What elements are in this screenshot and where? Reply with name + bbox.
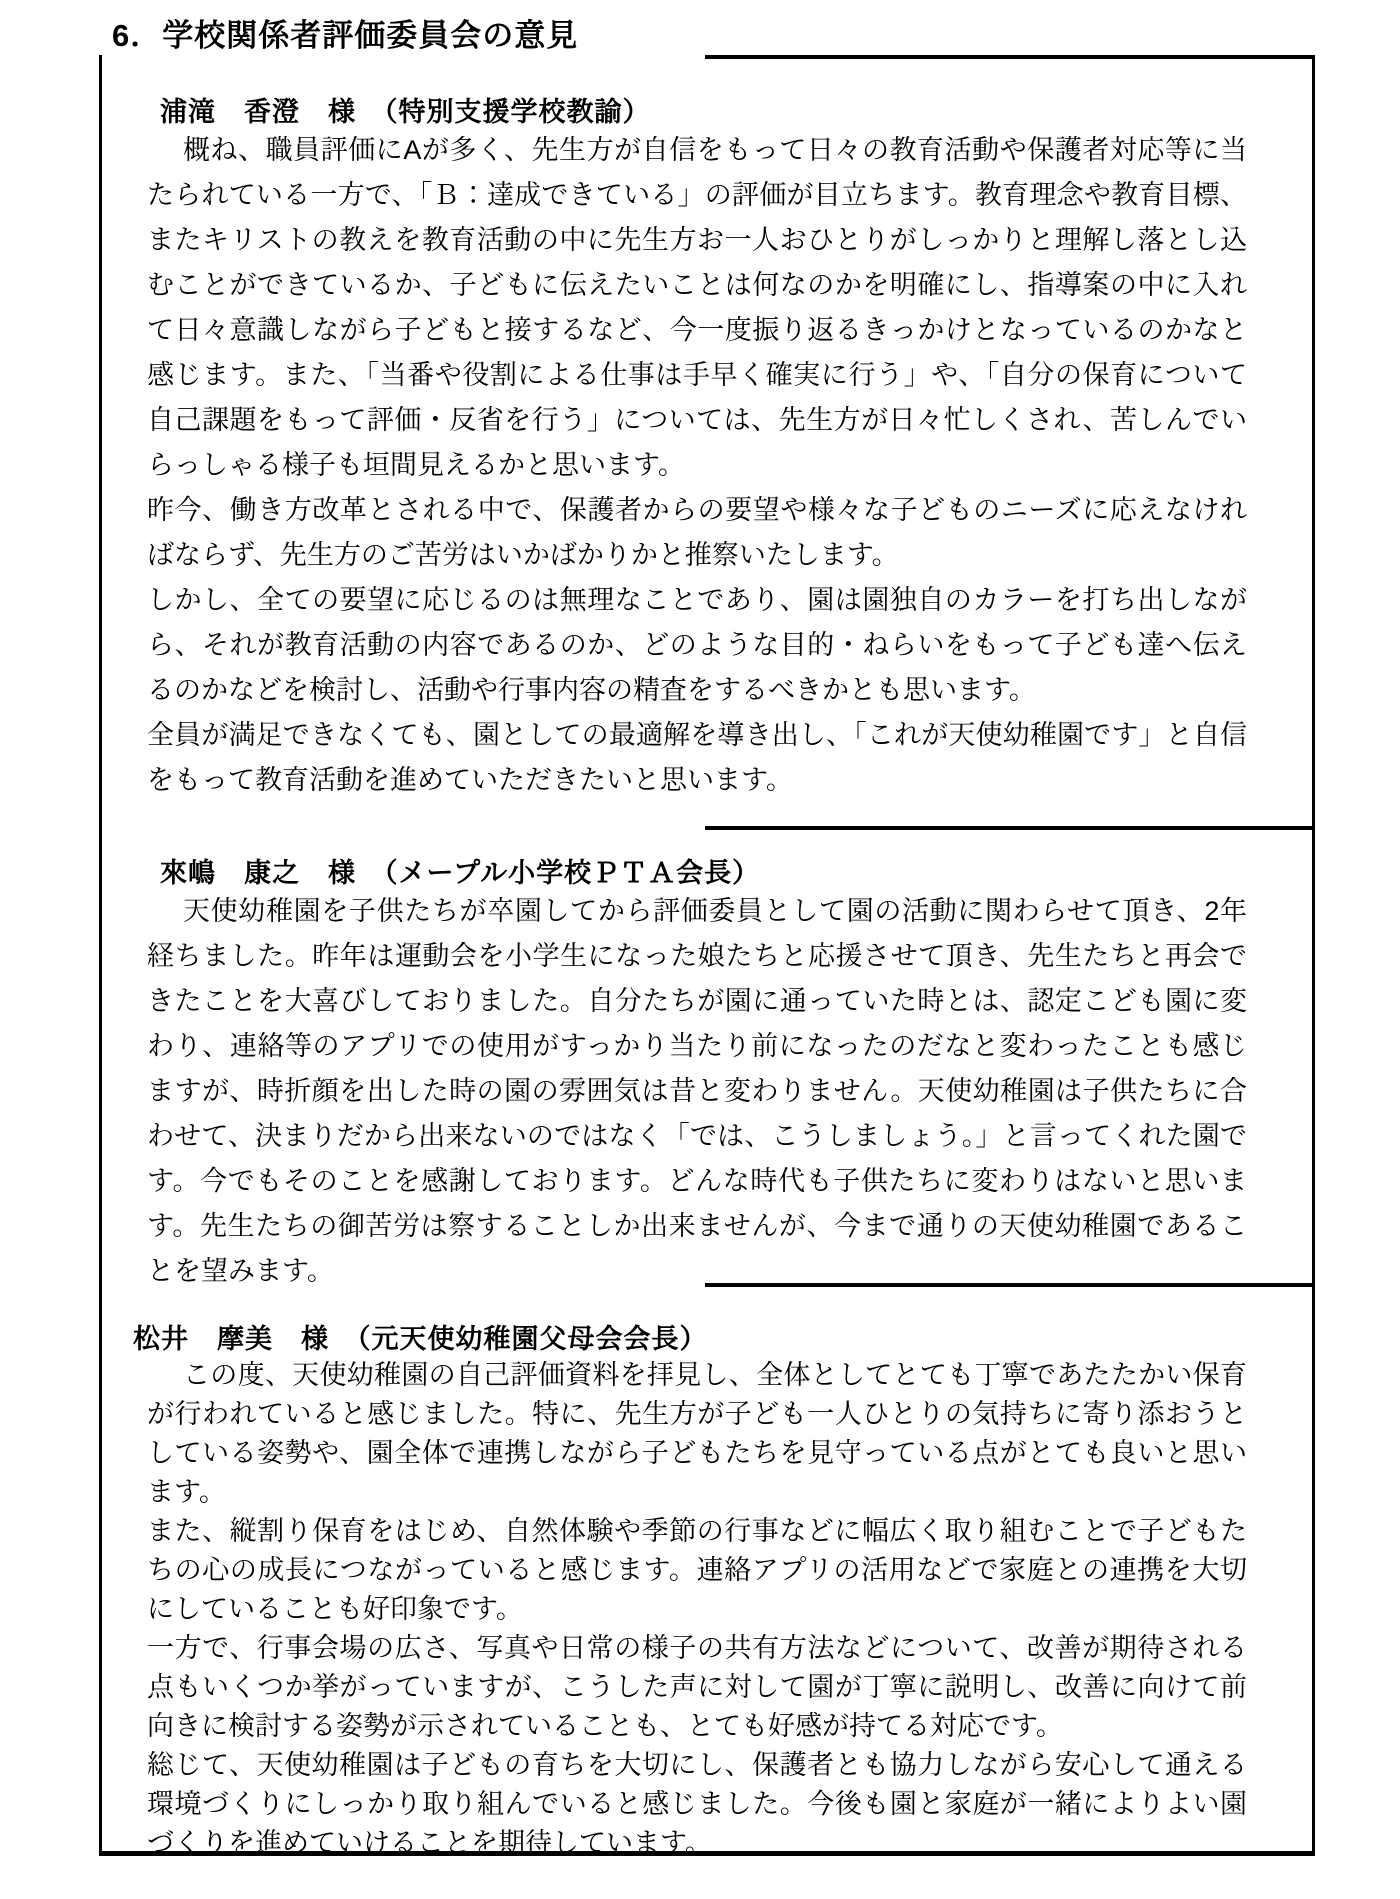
comment-paragraph: 天使幼稚園を子供たちが卒園してから評価委員として園の活動に関わらせて頂き、2年経ちました。昨年は運動会を小学生になった娘たちと応援させて頂き、先生たちと再会できたことを大喜びしておりました。自分たちが園に通っていた時とは、認定こども園に変わり、連絡等のアプリでの使用がすっかり当たり前になったのだなと変わったことも感じますが、時折顔を出した時の園の雰囲気は昔と変わりません。天使幼稚園は子供たちに合わせて、決まりだから出来ないのではなく「では、こうしましょう。」と言ってくれた園です。今でもそのことを感謝しております。どんな時代も子供たちに変わりはないと思います。先生たちの御苦労は察することしか出来ませんが、今まで通りの天使幼稚園であることを望みます。 [147, 896, 1247, 1286]
section1-body [147, 128, 1247, 803]
page-title: 6．学校関係者評価委員会の意見 [112, 18, 579, 53]
comment-paragraph: しかし、全ての要望に応じるのは無理なことであり、園は園独自のカラーを打ち出しながら、それが教育活動の内容であるのか、どのような目的・ねらいをもって子ども達へ伝えるのかなどを検討し、活動や行事内容の精査をするべきかとも思います。 [147, 585, 1247, 705]
section2-divider-rule [705, 826, 1312, 830]
comment-paragraph: 昨今、働き方改革とされる中で、保護者からの要望や様々な子どものニーズに応えなければならず、先生方のご苦労はいかばかりかと推察いたします。 [147, 495, 1247, 570]
section3-header: 松井 摩美 様 （元天使幼稚園父母会会長） [133, 1324, 708, 1354]
comment-paragraph: また、縦割り保育をはじめ、自然体験や季節の行事などに幅広く取り組むことで子どもたちの心の成長につながっていると感じます。連絡アプリの活用などで家庭との連携を大切にしていることも好印象です。 [147, 1516, 1247, 1624]
comment-paragraph: 一方で、行事会場の広さ、写真や日常の様子の共有方法などについて、改善が期待される点もいくつか挙がっていますが、こうした声に対して園が丁寧に説明し、改善に向けて前向きに検討する姿勢が示されていることも、とても好感が持てる対応です。 [147, 1633, 1247, 1741]
comment-paragraph: 概ね、職員評価にAが多く、先生方が自信をもって日々の教育活動や保護者対応等に当たられている一方で、「Ｂ：達成できている」の評価が目立ちます。教育理念や教育目標、またキリストの教えを教育活動の中に先生方お一人おひとりがしっかりと理解し落とし込むことができているか、子どもに伝えたいことは何なのかを明確にし、指導案の中に入れて日々意識しながら子どもと接するなど、今一度振り返るきっかけとなっているのかなと感じます。また、「当番や役割による仕事は手早く確実に行う」や、「自分の保育について自己課題をもって評価・反省を行う」については、先生方が日々忙しくされ、苦しんでいらっしゃる様子も垣間見えるかと思います。 [147, 135, 1247, 480]
comment-paragraph: 総じて、天使幼稚園は子どもの育ちを大切にし、保護者とも協力しながら安心して通える環境づくりにしっかり取り組んでいると感じました。今後も園と家庭が一緒によりよい園づくりを進めていけることを期待しています。 [147, 1750, 1247, 1858]
section2-body [147, 889, 1247, 1294]
comment-paragraph: 全員が満足できなくても、園としての最適解を導き出し、「これが天使幼稚園です」と自信をもって教育活動を進めていただきたいと思います。 [147, 720, 1247, 795]
comment-paragraph: この度、天使幼稚園の自己評価資料を拝見し、全体としてとても丁寧であたたかい保育が行われていると感じました。特に、先生方が子ども一人ひとりの気持ちに寄り添おうとしている姿勢や、園全体で連携しながら子どもたちを見守っている点がとても良いと思います。 [147, 1360, 1247, 1507]
section3-body [147, 1356, 1247, 1863]
top-border-rule [705, 55, 1315, 59]
section1-header: 浦滝 香澄 様 （特別支援学校教諭） [160, 97, 651, 127]
section2-header: 來嶋 康之 様 （メープル小学校ＰＴＡ会長） [160, 858, 761, 888]
